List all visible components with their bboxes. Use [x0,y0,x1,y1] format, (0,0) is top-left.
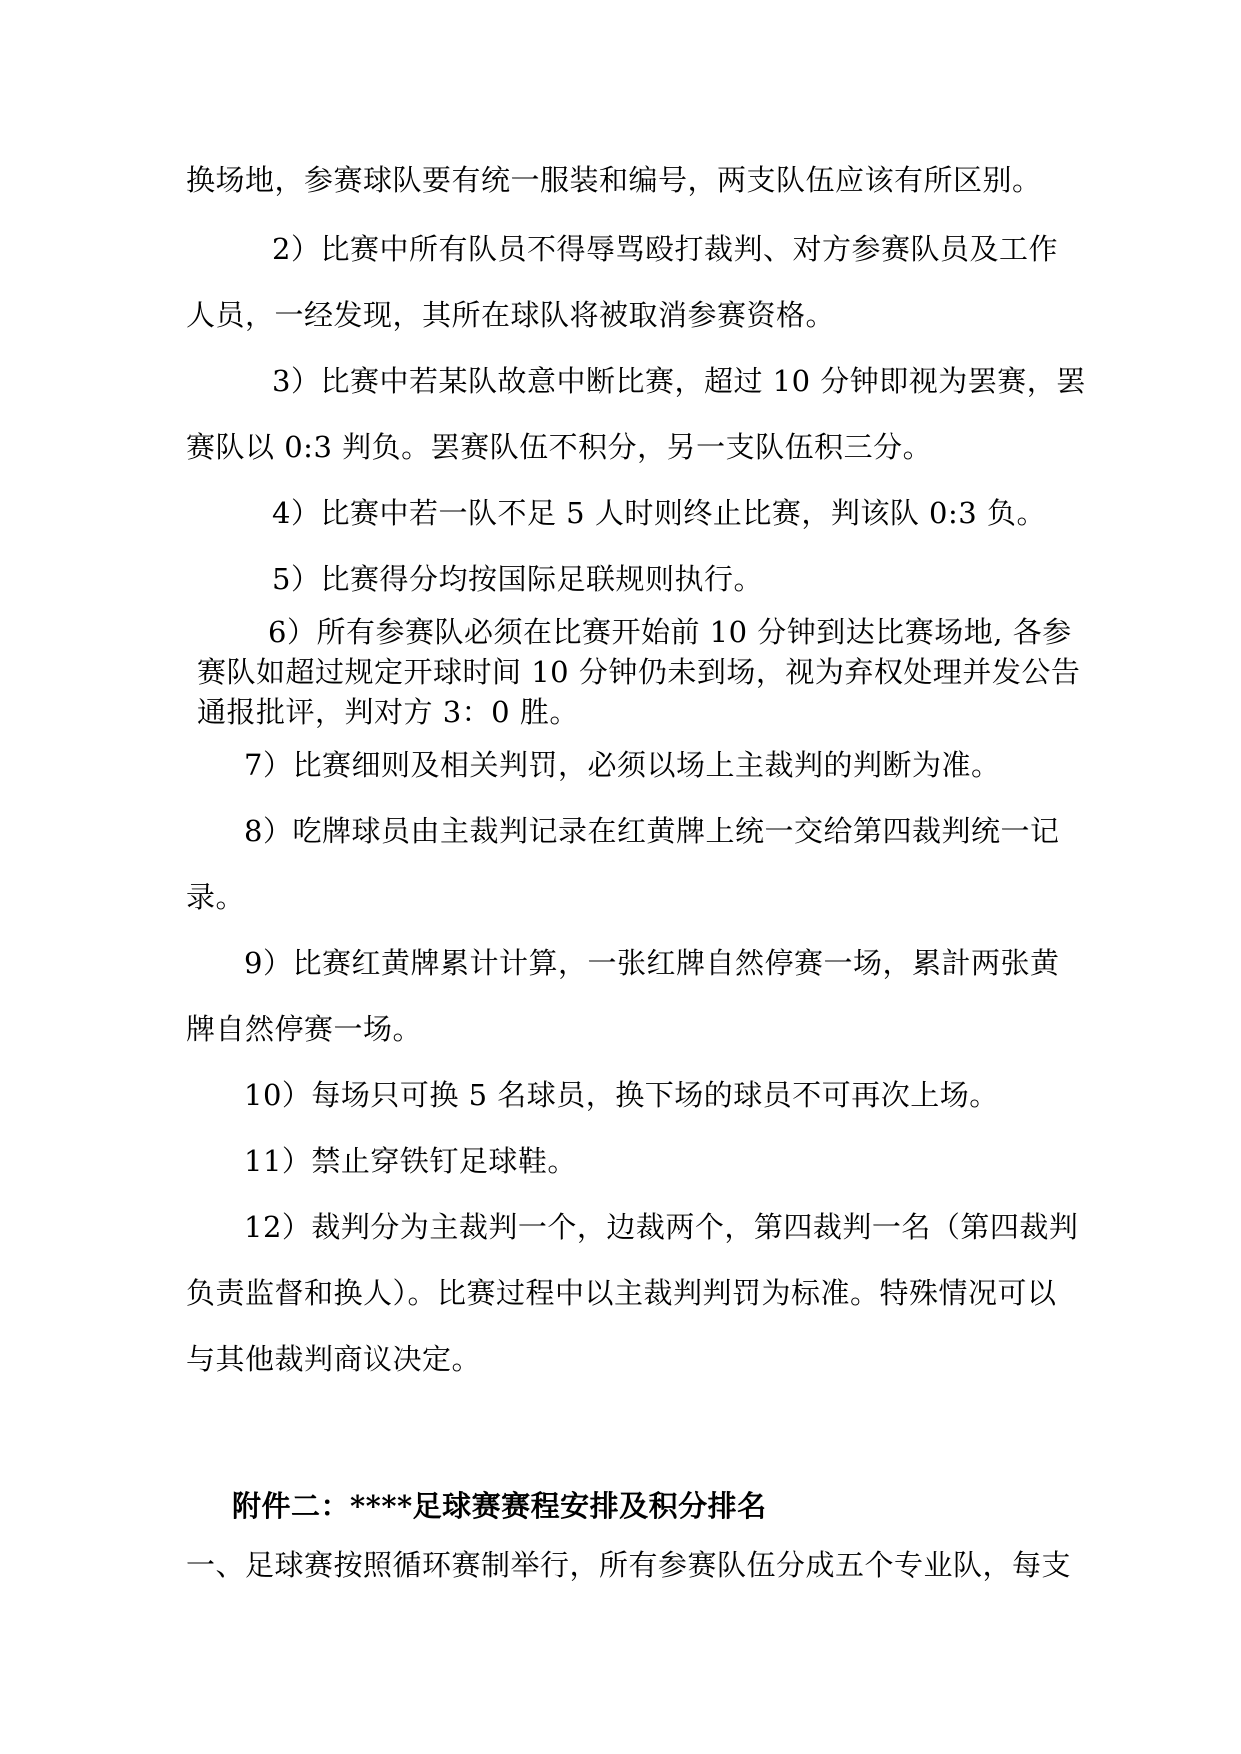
text-line-6: 4）比赛中若一队不足 5 人时则终止比赛，判该队 0:3 负。 [272,496,1046,530]
text-line-15: 牌自然停赛一场。 [186,1012,423,1046]
text-line-10: 通报批评，判对方 3：0 胜。 [197,695,579,729]
appendix-heading: 附件二：****足球赛赛程安排及积分排名 [232,1489,767,1523]
text-line-9: 赛队如超过规定开球时间 10 分钟仍未到场，视为弃权处理并发公告 [197,655,1081,689]
text-line-14: 9）比赛红黄牌累计计算，一张红牌自然停赛一场，累計两张黄 [244,946,1060,980]
text-line-1: 换场地，参赛球队要有统一服装和编号，两支队伍应该有所区别。 [186,163,1042,197]
text-line-7: 5）比赛得分均按国际足联规则执行。 [272,562,763,596]
text-line-16: 10）每场只可换 5 名球员，换下场的球员不可再次上场。 [244,1078,999,1112]
text-line-18: 12）裁判分为主裁判一个，边裁两个，第四裁判一名（第四裁判 [244,1210,1079,1244]
text-line-8: 6）所有参赛队必须在比赛开始前 10 分钟到达比赛场地, 各参 [268,615,1072,649]
text-line-20: 与其他裁判商议决定。 [186,1342,482,1376]
text-line-13: 录。 [186,880,246,914]
text-line-4: 3）比赛中若某队故意中断比赛，超过 10 分钟即视为罢赛，罢 [272,364,1086,398]
text-line-21: 一、足球赛按照循环赛制举行，所有参赛队伍分成五个专业队，每支 [186,1548,1072,1582]
text-line-3: 人员，一经发现，其所在球队将被取消参赛资格。 [186,298,836,332]
text-line-2: 2）比赛中所有队员不得辱骂殴打裁判、对方参赛队员及工作 [272,232,1058,266]
text-line-11: 7）比赛细则及相关判罚，必须以场上主裁判的判断为准。 [244,748,1001,782]
text-line-5: 赛队以 0:3 判负。罢赛队伍不积分，另一支队伍积三分。 [186,430,933,464]
text-line-12: 8）吃牌球员由主裁判记录在红黄牌上统一交给第四裁判统一记 [244,814,1060,848]
text-line-19: 负责监督和换人）。比赛过程中以主裁判判罚为标准。特殊情况可以 [186,1276,1057,1310]
text-line-17: 11）禁止穿铁钉足球鞋。 [244,1144,577,1178]
